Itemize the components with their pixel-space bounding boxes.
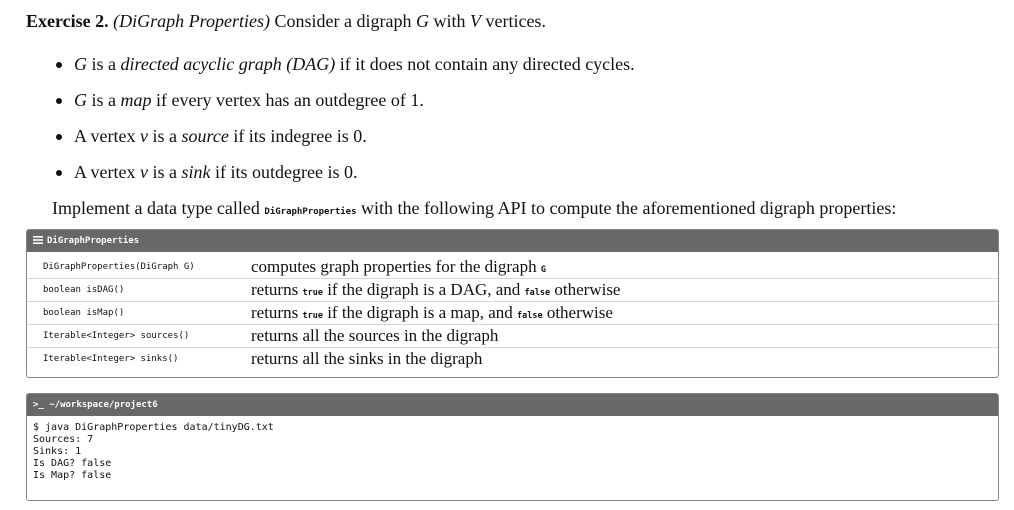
api-signature: Iterable<Integer> sources() — [43, 331, 190, 341]
terminal-line: $ java DiGraphProperties data/tinyDG.txt — [33, 422, 274, 433]
terminal-line: Is DAG? false — [33, 458, 112, 469]
heading-text-3: vertices. — [485, 11, 546, 31]
api-description: returns true if the digraph is a DAG, and false otherwise — [251, 280, 621, 299]
exercise-heading — [26, 9, 1006, 33]
terminal-line: Sources: 7 — [33, 434, 94, 445]
terminal-output — [27, 416, 998, 482]
definition-item: G is a directed acyclic graph (DAG) if it does not contain any directed cycles. — [52, 52, 635, 88]
bullet-icon — [56, 62, 62, 68]
terminal-line: Sinks: 1 — [33, 446, 82, 457]
terminal-header: >_ ~/workspace/project6 — [27, 394, 998, 416]
api-row — [27, 325, 998, 348]
heading-text-2: with — [433, 11, 466, 31]
api-row — [27, 348, 998, 370]
api-title: DiGraphProperties — [47, 236, 140, 246]
definition-item: A vertex v is a source if its indegree is 0. — [52, 124, 635, 160]
api-signature: DiGraphProperties(DiGraph G) — [43, 262, 195, 272]
api-signature: boolean isMap() — [43, 308, 125, 318]
api-description: returns true if the digraph is a map, and false otherwise — [251, 303, 613, 322]
api-signature: Iterable<Integer> sinks() — [43, 354, 179, 364]
api-description: returns all the sources in the digraph — [251, 326, 499, 345]
class-name-code: DiGraphProperties — [264, 207, 357, 217]
heading-text-1: Consider a digraph — [274, 11, 412, 31]
api-panel — [26, 229, 999, 378]
definition-item: G is a map if every vertex has an outdegree of 1. — [52, 88, 635, 124]
bullet-icon — [56, 98, 62, 104]
api-description: computes graph properties for the digraph G — [251, 257, 546, 276]
terminal-line: Is Map? false — [33, 470, 112, 481]
api-description: returns all the sinks in the digraph — [251, 349, 483, 368]
bullet-icon — [56, 170, 62, 176]
api-row — [27, 302, 998, 325]
heading-var-g: G — [415, 11, 429, 31]
api-row — [27, 256, 998, 279]
definition-item: A vertex v is a sink if its outdegree is 0. — [52, 160, 635, 196]
definition-list — [52, 52, 635, 196]
exercise-label: Exercise 2. — [26, 11, 109, 31]
implement-instruction: Implement a data type called DiGraphProperties with the following API to compute the aforementioned digraph properties: — [52, 198, 897, 218]
api-row — [27, 279, 998, 302]
list-icon — [33, 236, 43, 244]
heading-var-v: V — [469, 11, 481, 31]
exercise-topic: (DiGraph Properties) — [113, 11, 270, 31]
api-signature: boolean isDAG() — [43, 285, 125, 295]
terminal-panel — [26, 393, 999, 501]
api-panel-header — [27, 230, 998, 252]
bullet-icon — [56, 134, 62, 140]
